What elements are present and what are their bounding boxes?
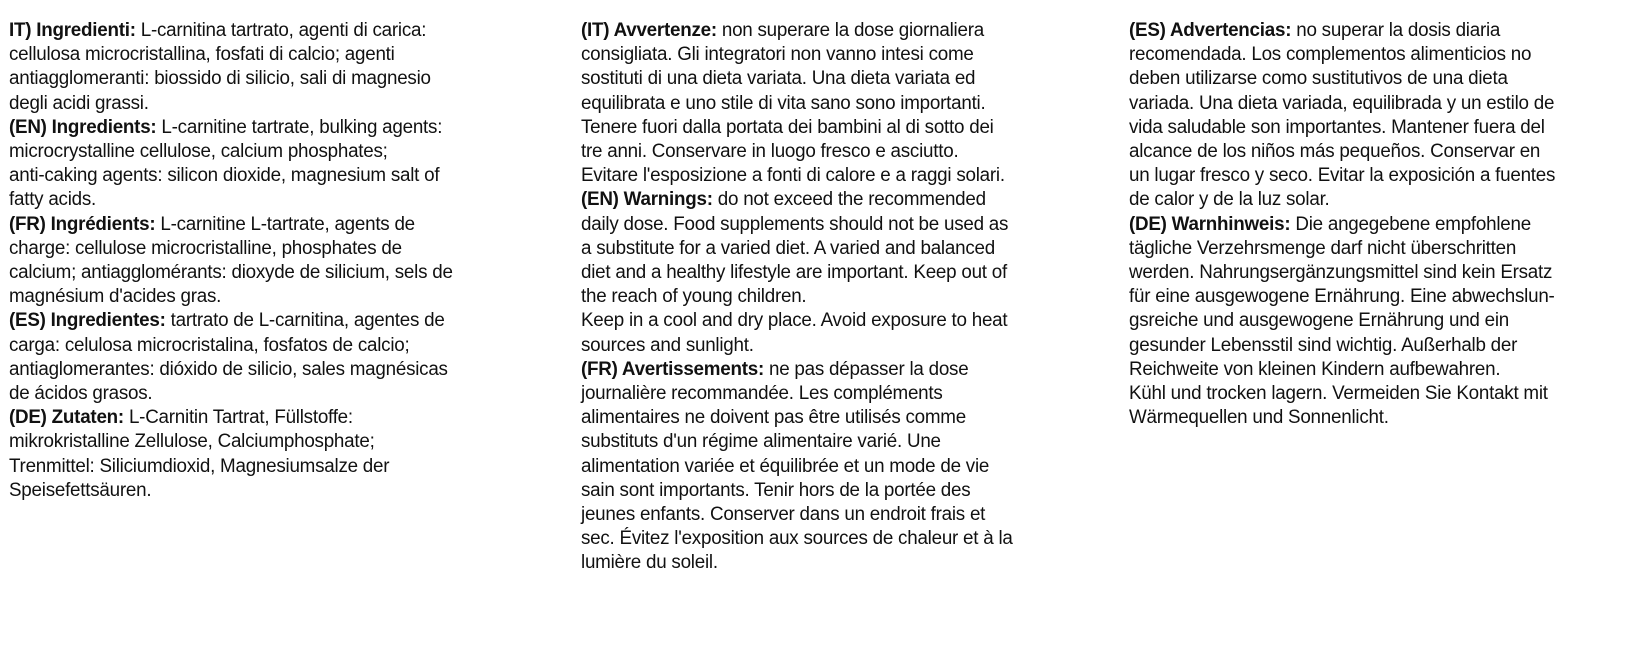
text-line [9, 405, 532, 429]
body-text: cellulosa microcristallina, fosfati di calcio; agenti [9, 43, 395, 66]
body-text: Wärmequellen und Sonnenlicht. [1129, 406, 1389, 429]
body-text: gsreiche und ausgewogene Ernährung und ein [1129, 309, 1510, 332]
body-text: ne pas dépasser la dose [764, 357, 969, 380]
body-text: magnésium d'acides gras. [9, 285, 222, 308]
body-text: deben utilizarse como sustitutivos de una dieta [1129, 67, 1508, 90]
text-line [1129, 357, 1628, 381]
text-line [581, 478, 1080, 502]
text-line [1129, 236, 1628, 260]
text-line [1129, 212, 1628, 236]
body-text: Trenmittel: Siliciumdioxid, Magnesiumsalze der [9, 454, 390, 477]
text-line [581, 115, 1080, 139]
section-heading: (ES) Ingredientes: [9, 309, 166, 332]
text-line [9, 42, 532, 66]
body-text: journalière recommandée. Les compléments [581, 382, 943, 405]
body-text: sec. Évitez l'exposition aux sources de chaleur et à la [581, 527, 1013, 550]
section-heading: (EN) Warnings: [581, 188, 713, 211]
body-text: daily dose. Food supplements should not be used as [581, 212, 1009, 235]
body-text: recomendada. Los complementos alimenticios no [1129, 43, 1532, 66]
body-text: vida saludable son importantes. Mantener fuera del [1129, 115, 1545, 138]
text-line [1129, 18, 1628, 42]
text-line [1129, 139, 1628, 163]
text-line [1129, 42, 1628, 66]
text-line [581, 42, 1080, 66]
body-text: calcium; antiagglomérants: dioxyde de silicium, sels de [9, 261, 453, 284]
section-heading: IT) Ingredienti: [9, 19, 136, 41]
body-text: Evitare l'esposizione a fonti di calore e a raggi solari. [581, 164, 1005, 187]
body-text: Kühl und trocken lagern. Vermeiden Sie Kontakt mit [1129, 382, 1548, 405]
text-line [581, 550, 1080, 574]
body-text: antiaglomerantes: dióxido de silicio, sales magnésicas [9, 357, 448, 380]
text-line [581, 381, 1080, 405]
body-text: jeunes enfants. Conserver dans un endroit frais et [581, 503, 986, 526]
body-text: tartrato de L-carnitina, agentes de [165, 309, 445, 332]
warnings-column-it-en-fr [581, 18, 1080, 575]
text-line [1129, 405, 1628, 429]
section-heading: (ES) Advertencias: [1129, 19, 1292, 41]
text-line [581, 187, 1080, 211]
text-line [9, 308, 532, 332]
body-text: diet and a healthy lifestyle are important. Keep out of [581, 261, 1007, 284]
section-heading: (FR) Avertissements: [581, 357, 764, 380]
body-text: no superar la dosis diaria [1291, 19, 1501, 41]
warnings-column-es-de [1129, 18, 1628, 429]
text-line [581, 405, 1080, 429]
text-line [581, 526, 1080, 550]
body-text: a substitute for a varied diet. A varied and balanced [581, 236, 995, 259]
ingredients-column [9, 18, 532, 502]
body-text: alcance de los niños más pequeños. Conservar en [1129, 140, 1541, 163]
text-line [581, 236, 1080, 260]
text-line [581, 18, 1080, 42]
text-line [1129, 91, 1628, 115]
text-line [1129, 66, 1628, 90]
body-text: equilibrata e uno stile di vita sano sono importanti. [581, 91, 986, 114]
body-text: L-Carnitin Tartrat, Füllstoffe: [123, 406, 353, 429]
body-text: L-carnitine L-tartrate, agents de [155, 212, 415, 235]
body-text: alimentation variée et équilibrée et un mode de vie [581, 454, 990, 477]
body-text: Reichweite von kleinen Kindern aufbewahren. [1129, 357, 1501, 380]
body-text: gesunder Lebensstil sind wichtig. Außerhalb der [1129, 333, 1518, 356]
body-text: consigliata. Gli integratori non vanno intesi come [581, 43, 974, 66]
text-line [581, 212, 1080, 236]
text-line [1129, 115, 1628, 139]
text-line [9, 18, 532, 42]
section-heading: (EN) Ingredients: [9, 115, 157, 138]
body-text: L-carnitine tartrate, bulking agents: [156, 115, 443, 138]
text-line [9, 139, 532, 163]
text-line [9, 478, 532, 502]
body-text: fatty acids. [9, 188, 97, 211]
text-line [9, 429, 532, 453]
text-line [581, 429, 1080, 453]
text-line [581, 308, 1080, 332]
text-line [581, 357, 1080, 381]
text-line [581, 284, 1080, 308]
text-line [9, 187, 532, 211]
body-text: Keep in a cool and dry place. Avoid exposure to heat [581, 309, 1008, 332]
body-text: tägliche Verzehrsmenge darf nicht überschritten [1129, 236, 1517, 259]
text-line [581, 163, 1080, 187]
text-line [1129, 187, 1628, 211]
text-line [1129, 308, 1628, 332]
text-line [581, 139, 1080, 163]
body-text: antiagglomeranti: biossido di silicio, sali di magnesio [9, 67, 431, 90]
text-line [581, 260, 1080, 284]
body-text: the reach of young children. [581, 285, 807, 308]
text-line [9, 260, 532, 284]
section-heading: (DE) Zutaten: [9, 406, 124, 429]
text-line [9, 454, 532, 478]
body-text: für eine ausgewogene Ernährung. Eine abwechslun- [1129, 285, 1555, 308]
text-line [9, 357, 532, 381]
text-line [9, 381, 532, 405]
text-line [9, 236, 532, 260]
text-line [581, 66, 1080, 90]
body-text: variada. Una dieta variada, equilibrada y un estilo de [1129, 91, 1555, 114]
body-text: sostituti di una dieta variata. Una dieta variata ed [581, 67, 976, 90]
section-heading: (DE) Warnhinweis: [1129, 212, 1291, 235]
text-line [581, 91, 1080, 115]
body-text: Die angegebene empfohlene [1290, 212, 1531, 235]
body-text: mikrokristalline Zellulose, Calciumphosphate; [9, 430, 375, 453]
body-text: un lugar fresco y seco. Evitar la exposición a fuentes [1129, 164, 1556, 187]
body-text: microcrystalline cellulose, calcium phosphates; [9, 140, 388, 163]
text-line [9, 284, 532, 308]
text-line [9, 91, 532, 115]
body-text: substituts d'un régime alimentaire varié. Une [581, 430, 941, 453]
body-text: carga: celulosa microcristalina, fosfatos de calcio; [9, 333, 410, 356]
section-heading: (FR) Ingrédients: [9, 212, 156, 235]
body-text: de calor y de la luz solar. [1129, 188, 1330, 211]
body-text: Speisefettsäuren. [9, 478, 152, 501]
text-line [9, 115, 532, 139]
text-line [9, 163, 532, 187]
text-line [1129, 260, 1628, 284]
body-text: sain sont importants. Tenir hors de la portée des [581, 478, 971, 501]
body-text: tre anni. Conservare in luogo fresco e asciutto. [581, 140, 959, 163]
text-line [9, 66, 532, 90]
body-text: anti-caking agents: silicon dioxide, magnesium salt of [9, 164, 440, 187]
text-line [1129, 163, 1628, 187]
text-line [9, 212, 532, 236]
text-line [581, 454, 1080, 478]
section-heading: (IT) Avvertenze: [581, 19, 717, 41]
text-line [1129, 381, 1628, 405]
body-text: lumière du soleil. [581, 551, 718, 574]
body-text: degli acidi grassi. [9, 91, 149, 114]
text-line [9, 333, 532, 357]
body-text: L-carnitina tartrato, agenti di carica: [135, 19, 427, 41]
body-text: do not exceed the recommended [712, 188, 986, 211]
body-text: Tenere fuori dalla portata dei bambini al di sotto dei [581, 115, 994, 138]
body-text: werden. Nahrungsergänzungsmittel sind kein Ersatz [1129, 261, 1553, 284]
text-line [1129, 333, 1628, 357]
body-text: non superare la dose giornaliera [716, 19, 984, 41]
body-text: alimentaires ne doivent pas être utilisés comme [581, 406, 966, 429]
text-line [1129, 284, 1628, 308]
body-text: de ácidos grasos. [9, 382, 153, 405]
body-text: charge: cellulose microcristalline, phosphates de [9, 236, 402, 259]
text-line [581, 502, 1080, 526]
body-text: sources and sunlight. [581, 333, 754, 356]
text-line [581, 333, 1080, 357]
